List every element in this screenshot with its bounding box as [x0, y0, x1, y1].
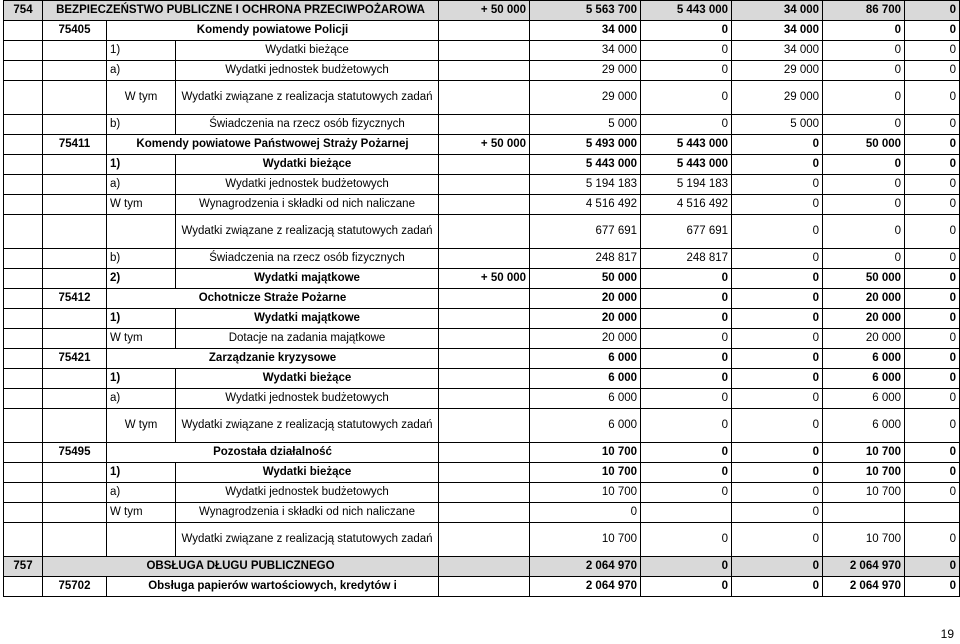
- table-cell: 1): [107, 309, 176, 329]
- table-cell: Wydatki bieżące: [176, 369, 439, 389]
- table-cell: 0: [905, 369, 960, 389]
- table-cell: [439, 195, 530, 215]
- table-cell: 86 700: [823, 1, 905, 21]
- table-cell: 20 000: [823, 309, 905, 329]
- table-cell: 0: [641, 269, 732, 289]
- table-cell: 0: [641, 557, 732, 577]
- table-cell: [43, 155, 107, 175]
- table-cell: 0: [905, 269, 960, 289]
- table-cell: Dotacje na zadania majątkowe: [176, 329, 439, 349]
- table-cell: Pozostała działalność: [107, 443, 439, 463]
- table-cell: Wydatki jednostek budżetowych: [176, 175, 439, 195]
- table-cell: 20 000: [823, 289, 905, 309]
- table-cell: [107, 215, 176, 249]
- table-row: [4, 215, 960, 249]
- table-cell: 1): [107, 369, 176, 389]
- table-cell: 20 000: [530, 329, 641, 349]
- table-cell: 0: [530, 503, 641, 523]
- table-cell: [439, 503, 530, 523]
- table-cell: 34 000: [530, 41, 641, 61]
- table-cell: Wydatki bieżące: [176, 463, 439, 483]
- table-cell: 0: [732, 175, 823, 195]
- table-row: [4, 41, 960, 61]
- table-cell: Świadczenia na rzecz osób fizycznych: [176, 249, 439, 269]
- table-cell: Zarządzanie kryzysowe: [107, 349, 439, 369]
- table-cell: 6 000: [530, 349, 641, 369]
- table-cell: 5 443 000: [530, 155, 641, 175]
- table-cell: [439, 577, 530, 597]
- table-cell: BEZPIECZEŃSTWO PUBLICZNE I OCHRONA PRZECIWPOŻAROWA: [43, 1, 439, 21]
- table-cell: a): [107, 61, 176, 81]
- table-row: [4, 135, 960, 155]
- table-body: [4, 1, 960, 597]
- table-cell: 0: [732, 289, 823, 309]
- table-cell: 0: [905, 523, 960, 557]
- table-cell: 10 700: [530, 523, 641, 557]
- table-cell: [439, 41, 530, 61]
- table-cell: [43, 523, 107, 557]
- table-cell: [4, 289, 43, 309]
- table-cell: 0: [905, 389, 960, 409]
- table-cell: Wydatki związane z realizacją statutowych zadań: [176, 215, 439, 249]
- table-cell: [4, 483, 43, 503]
- table-cell: 0: [905, 309, 960, 329]
- table-cell: 5 194 183: [530, 175, 641, 195]
- table-cell: 1): [107, 463, 176, 483]
- table-cell: [43, 81, 107, 115]
- table-cell: 0: [641, 21, 732, 41]
- table-cell: 50 000: [823, 269, 905, 289]
- table-cell: 5 443 000: [641, 155, 732, 175]
- table-cell: 0: [641, 329, 732, 349]
- table-cell: 0: [641, 523, 732, 557]
- table-cell: 0: [641, 61, 732, 81]
- table-cell: 0: [732, 523, 823, 557]
- table-cell: W tym: [107, 195, 176, 215]
- table-cell: [4, 215, 43, 249]
- table-cell: 0: [732, 195, 823, 215]
- table-cell: [4, 369, 43, 389]
- table-cell: + 50 000: [439, 1, 530, 21]
- table-cell: 34 000: [530, 21, 641, 41]
- table-cell: Wydatki związane z realizacja statutowych zadań: [176, 81, 439, 115]
- table-cell: Wydatki majątkowe: [176, 269, 439, 289]
- table-cell: 0: [905, 443, 960, 463]
- table-cell: Obsługa papierów wartościowych, kredytów i: [107, 577, 439, 597]
- table-row: [4, 155, 960, 175]
- table-cell: 0: [732, 503, 823, 523]
- table-cell: 5 000: [732, 115, 823, 135]
- table-cell: [43, 463, 107, 483]
- table-cell: 6 000: [823, 349, 905, 369]
- page-number: 19: [940, 627, 954, 641]
- table-cell: [439, 557, 530, 577]
- table-cell: 2 064 970: [530, 577, 641, 597]
- table-cell: [4, 175, 43, 195]
- table-cell: a): [107, 483, 176, 503]
- table-cell: [43, 483, 107, 503]
- table-cell: [4, 443, 43, 463]
- table-cell: a): [107, 175, 176, 195]
- table-cell: 0: [905, 195, 960, 215]
- table-cell: [4, 81, 43, 115]
- table-cell: [4, 135, 43, 155]
- table-cell: 5 563 700: [530, 1, 641, 21]
- table-cell: 0: [732, 577, 823, 597]
- table-cell: 10 700: [823, 443, 905, 463]
- table-cell: 6 000: [823, 369, 905, 389]
- table-cell: [43, 249, 107, 269]
- table-cell: 0: [641, 389, 732, 409]
- table-cell: [905, 503, 960, 523]
- table-row: [4, 175, 960, 195]
- table-cell: [4, 349, 43, 369]
- table-cell: [4, 155, 43, 175]
- table-row: [4, 557, 960, 577]
- table-cell: 0: [905, 329, 960, 349]
- table-cell: 29 000: [732, 81, 823, 115]
- table-cell: Wynagrodzenia i składki od nich naliczane: [176, 195, 439, 215]
- table-cell: [4, 61, 43, 81]
- table-cell: 0: [905, 557, 960, 577]
- table-cell: 4 516 492: [641, 195, 732, 215]
- table-cell: [43, 369, 107, 389]
- table-cell: 5 000: [530, 115, 641, 135]
- table-cell: 75411: [43, 135, 107, 155]
- table-cell: 0: [823, 81, 905, 115]
- table-cell: 0: [641, 443, 732, 463]
- table-cell: [439, 309, 530, 329]
- table-cell: 0: [905, 409, 960, 443]
- table-cell: Świadczenia na rzecz osób fizycznych: [176, 115, 439, 135]
- table-cell: [4, 389, 43, 409]
- table-cell: b): [107, 115, 176, 135]
- table-cell: 2 064 970: [823, 557, 905, 577]
- table-cell: [4, 21, 43, 41]
- table-cell: 248 817: [530, 249, 641, 269]
- table-cell: 50 000: [823, 135, 905, 155]
- table-cell: 0: [905, 215, 960, 249]
- table-cell: 29 000: [530, 81, 641, 115]
- table-cell: [439, 483, 530, 503]
- table-cell: 0: [732, 215, 823, 249]
- table-cell: [439, 443, 530, 463]
- table-cell: 34 000: [732, 1, 823, 21]
- table-cell: Komendy powiatowe Państwowej Straży Pożarnej: [107, 135, 439, 155]
- table-row: [4, 115, 960, 135]
- table-cell: 0: [641, 577, 732, 597]
- table-cell: 0: [905, 135, 960, 155]
- table-cell: [4, 503, 43, 523]
- table-cell: [439, 175, 530, 195]
- table-cell: [43, 503, 107, 523]
- table-cell: 6 000: [823, 409, 905, 443]
- table-cell: 0: [905, 21, 960, 41]
- table-row: [4, 389, 960, 409]
- table-cell: 0: [732, 329, 823, 349]
- table-cell: Wydatki majątkowe: [176, 309, 439, 329]
- table-cell: 34 000: [732, 41, 823, 61]
- table-cell: [439, 249, 530, 269]
- table-cell: 0: [905, 577, 960, 597]
- table-cell: [439, 329, 530, 349]
- table-cell: Ochotnicze Straże Pożarne: [107, 289, 439, 309]
- table-cell: 0: [823, 175, 905, 195]
- table-cell: 75421: [43, 349, 107, 369]
- table-cell: 6 000: [530, 389, 641, 409]
- table-cell: Wydatki bieżące: [176, 155, 439, 175]
- table-cell: 0: [905, 249, 960, 269]
- table-row: [4, 443, 960, 463]
- table-cell: b): [107, 249, 176, 269]
- table-cell: 0: [732, 269, 823, 289]
- table-cell: 0: [641, 369, 732, 389]
- table-cell: [4, 41, 43, 61]
- table-cell: [4, 309, 43, 329]
- table-cell: 0: [732, 463, 823, 483]
- table-cell: 2 064 970: [530, 557, 641, 577]
- table-cell: a): [107, 389, 176, 409]
- table-row: [4, 1, 960, 21]
- table-cell: 0: [732, 349, 823, 369]
- table-cell: 0: [905, 61, 960, 81]
- table-cell: 0: [905, 483, 960, 503]
- table-cell: 10 700: [530, 443, 641, 463]
- table-row: [4, 483, 960, 503]
- table-cell: [43, 269, 107, 289]
- table-cell: 0: [905, 81, 960, 115]
- table-cell: 0: [823, 61, 905, 81]
- table-cell: Wydatki jednostek budżetowych: [176, 483, 439, 503]
- table-cell: + 50 000: [439, 269, 530, 289]
- table-cell: 754: [4, 1, 43, 21]
- table-cell: 0: [641, 41, 732, 61]
- table-cell: 2 064 970: [823, 577, 905, 597]
- table-cell: [4, 463, 43, 483]
- table-cell: 0: [732, 369, 823, 389]
- table-cell: 0: [732, 155, 823, 175]
- table-cell: 20 000: [530, 289, 641, 309]
- table-cell: [4, 269, 43, 289]
- table-cell: W tym: [107, 81, 176, 115]
- table-cell: [439, 115, 530, 135]
- table-cell: 0: [823, 41, 905, 61]
- table-cell: [439, 523, 530, 557]
- table-cell: 0: [641, 81, 732, 115]
- table-cell: 5 194 183: [641, 175, 732, 195]
- table-cell: 1): [107, 155, 176, 175]
- table-cell: 20 000: [823, 329, 905, 349]
- table-cell: 677 691: [641, 215, 732, 249]
- table-cell: 677 691: [530, 215, 641, 249]
- table-cell: 0: [823, 249, 905, 269]
- table-cell: Wydatki związane z realizacją statutowych zadań: [176, 523, 439, 557]
- table-row: [4, 577, 960, 597]
- table-cell: [439, 369, 530, 389]
- table-row: [4, 369, 960, 389]
- table-cell: 0: [732, 135, 823, 155]
- table-cell: 0: [641, 483, 732, 503]
- table-cell: [439, 61, 530, 81]
- table-cell: [4, 409, 43, 443]
- table-cell: 20 000: [530, 309, 641, 329]
- table-cell: 0: [641, 309, 732, 329]
- table-cell: [43, 175, 107, 195]
- table-cell: W tym: [107, 503, 176, 523]
- table-cell: [4, 329, 43, 349]
- table-cell: 29 000: [530, 61, 641, 81]
- table-cell: 0: [905, 1, 960, 21]
- table-cell: 10 700: [823, 523, 905, 557]
- table-cell: 0: [823, 21, 905, 41]
- table-cell: [439, 409, 530, 443]
- table-cell: [439, 21, 530, 41]
- table-row: [4, 349, 960, 369]
- table-cell: Wydatki jednostek budżetowych: [176, 389, 439, 409]
- table-row: [4, 61, 960, 81]
- table-cell: 5 443 000: [641, 1, 732, 21]
- table-cell: 0: [732, 557, 823, 577]
- table-cell: [43, 215, 107, 249]
- budget-table: [3, 0, 960, 597]
- table-row: [4, 309, 960, 329]
- table-cell: 0: [823, 115, 905, 135]
- table-cell: 0: [905, 349, 960, 369]
- table-cell: [4, 115, 43, 135]
- table-cell: 75405: [43, 21, 107, 41]
- table-cell: [641, 503, 732, 523]
- table-row: [4, 21, 960, 41]
- table-cell: W tym: [107, 329, 176, 349]
- table-cell: 75412: [43, 289, 107, 309]
- table-row: [4, 81, 960, 115]
- table-cell: 0: [641, 349, 732, 369]
- table-cell: Wydatki jednostek budżetowych: [176, 61, 439, 81]
- table-cell: 0: [732, 409, 823, 443]
- table-cell: 0: [732, 309, 823, 329]
- table-cell: 0: [905, 115, 960, 135]
- table-cell: [43, 309, 107, 329]
- table-cell: 0: [732, 249, 823, 269]
- table-cell: W tym: [107, 409, 176, 443]
- table-cell: 29 000: [732, 61, 823, 81]
- table-cell: [439, 289, 530, 309]
- table-cell: 0: [905, 155, 960, 175]
- table-cell: Wynagrodzenia i składki od nich naliczane: [176, 503, 439, 523]
- table-cell: 0: [732, 443, 823, 463]
- table-cell: [43, 409, 107, 443]
- table-cell: 0: [732, 483, 823, 503]
- table-cell: 0: [823, 215, 905, 249]
- table-cell: 0: [905, 463, 960, 483]
- table-cell: 10 700: [530, 483, 641, 503]
- table-row: [4, 329, 960, 349]
- table-cell: Wydatki związane z realizacją statutowych zadań: [176, 409, 439, 443]
- table-cell: OBSŁUGA DŁUGU PUBLICZNEGO: [43, 557, 439, 577]
- table-cell: [107, 523, 176, 557]
- table-cell: [439, 349, 530, 369]
- table-row: [4, 503, 960, 523]
- table-cell: 0: [823, 195, 905, 215]
- table-row: [4, 195, 960, 215]
- table-cell: 4 516 492: [530, 195, 641, 215]
- table-cell: [439, 155, 530, 175]
- table-cell: [439, 81, 530, 115]
- table-cell: Wydatki bieżące: [176, 41, 439, 61]
- table-cell: 757: [4, 557, 43, 577]
- table-cell: 0: [905, 289, 960, 309]
- table-cell: 5 493 000: [530, 135, 641, 155]
- table-cell: 0: [641, 115, 732, 135]
- table-row: [4, 409, 960, 443]
- table-cell: 0: [641, 463, 732, 483]
- table-row: [4, 249, 960, 269]
- table-cell: 6 000: [823, 389, 905, 409]
- table-cell: [4, 523, 43, 557]
- table-cell: 0: [905, 175, 960, 195]
- table-cell: 10 700: [823, 483, 905, 503]
- table-cell: [43, 329, 107, 349]
- table-cell: [4, 577, 43, 597]
- table-cell: [4, 195, 43, 215]
- table-cell: 6 000: [530, 409, 641, 443]
- table-cell: [439, 463, 530, 483]
- table-cell: 6 000: [530, 369, 641, 389]
- table-cell: 50 000: [530, 269, 641, 289]
- table-row: [4, 289, 960, 309]
- table-cell: + 50 000: [439, 135, 530, 155]
- table-cell: 75495: [43, 443, 107, 463]
- table-cell: [43, 61, 107, 81]
- table-row: [4, 463, 960, 483]
- table-cell: [439, 215, 530, 249]
- table-cell: 248 817: [641, 249, 732, 269]
- table-cell: 10 700: [530, 463, 641, 483]
- table-cell: 34 000: [732, 21, 823, 41]
- table-cell: 0: [823, 155, 905, 175]
- table-cell: 0: [641, 409, 732, 443]
- table-cell: [43, 389, 107, 409]
- table-cell: [439, 389, 530, 409]
- table-cell: 5 443 000: [641, 135, 732, 155]
- table-cell: [4, 249, 43, 269]
- table-cell: 0: [905, 41, 960, 61]
- table-cell: [43, 41, 107, 61]
- table-cell: 10 700: [823, 463, 905, 483]
- table-cell: [43, 115, 107, 135]
- table-cell: 2): [107, 269, 176, 289]
- table-cell: [43, 195, 107, 215]
- table-cell: 0: [641, 289, 732, 309]
- table-cell: Komendy powiatowe Policji: [107, 21, 439, 41]
- table-cell: 1): [107, 41, 176, 61]
- table-cell: 75702: [43, 577, 107, 597]
- table-cell: 0: [732, 389, 823, 409]
- table-row: [4, 523, 960, 557]
- table-row: [4, 269, 960, 289]
- table-cell: [823, 503, 905, 523]
